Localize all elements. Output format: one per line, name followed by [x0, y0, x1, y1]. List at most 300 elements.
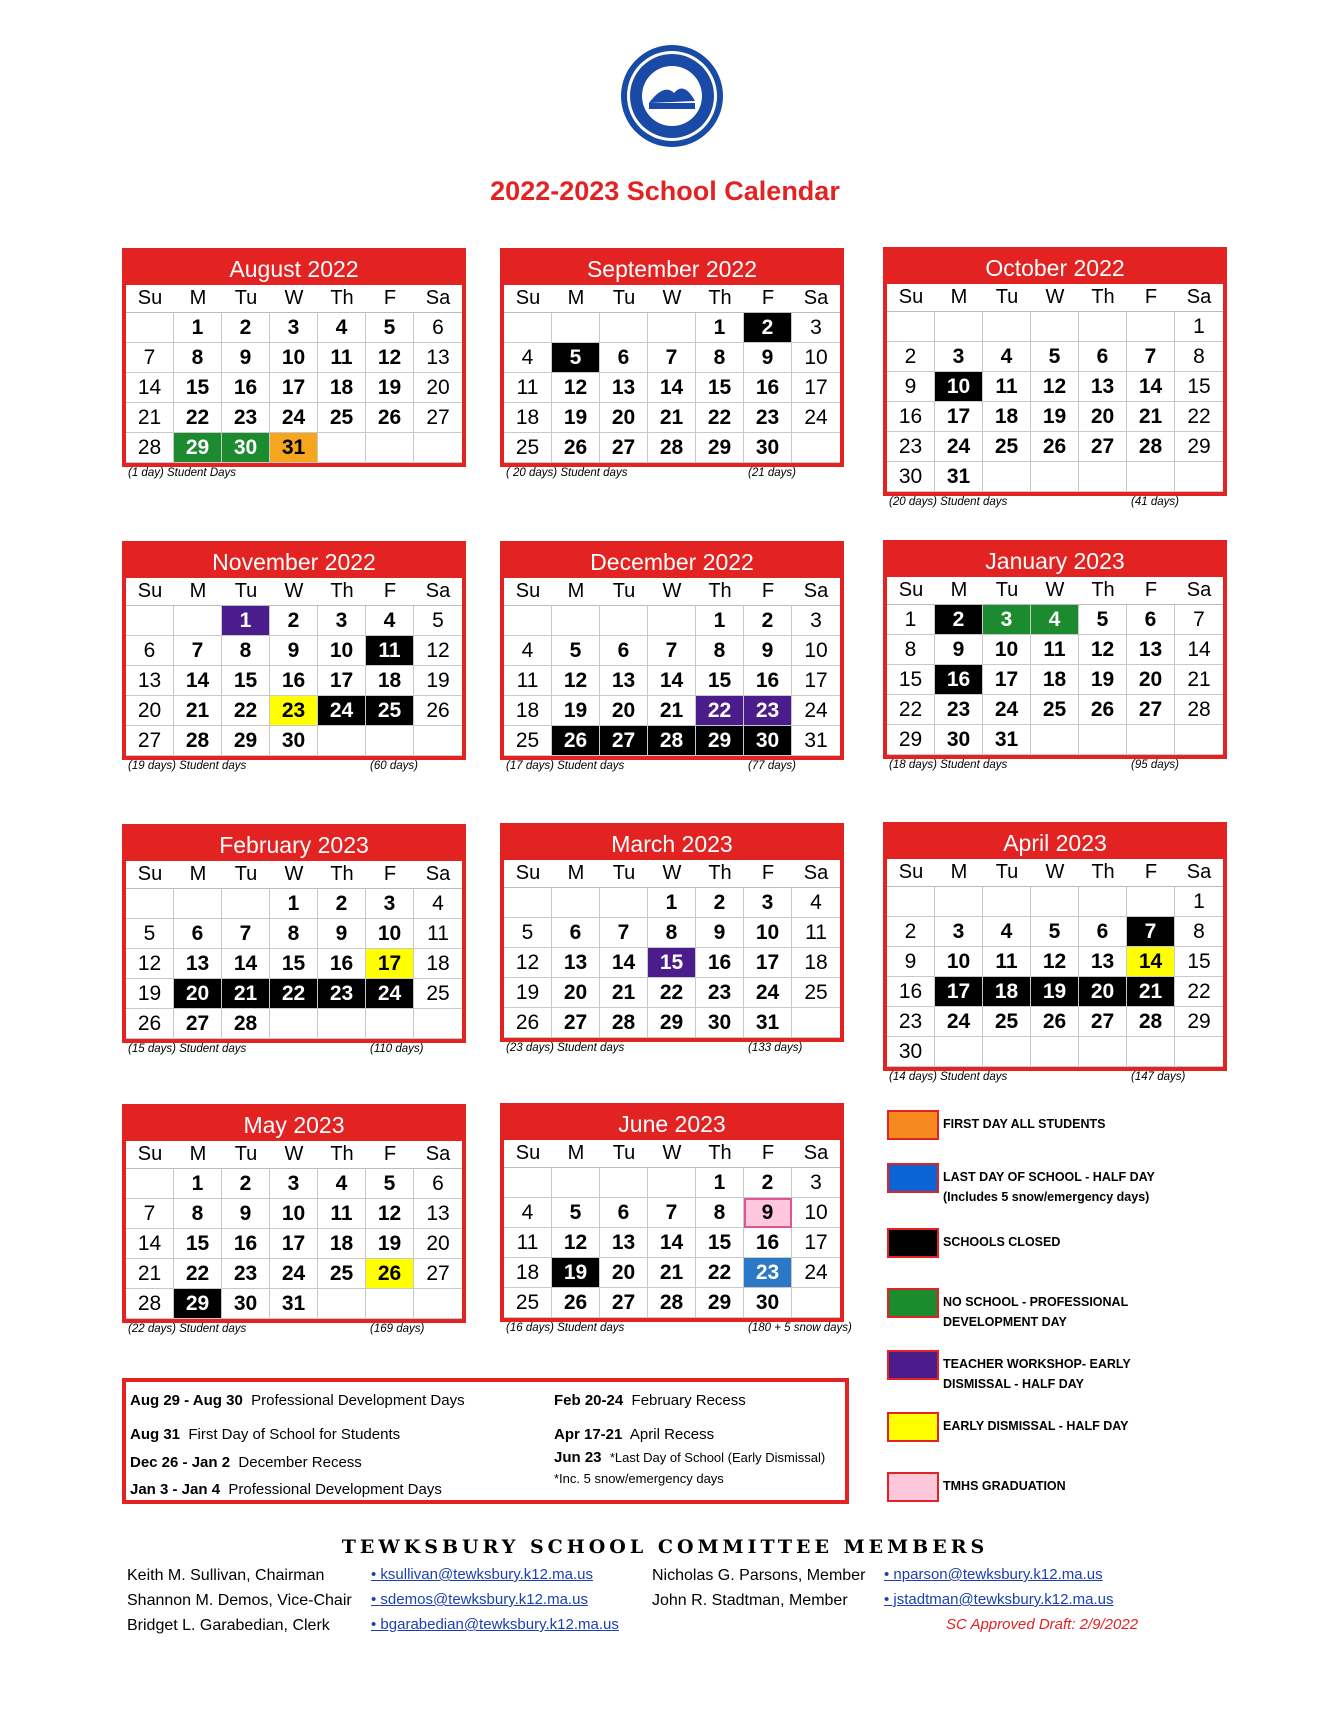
- day-cell: 28: [600, 1008, 648, 1038]
- day-cell: 15: [648, 948, 696, 978]
- empty-day-cell: [792, 433, 840, 463]
- day-cell: 18: [366, 666, 414, 696]
- month-cumulative-days: (180 + 5 snow days): [748, 1322, 852, 1334]
- empty-day-cell: [504, 1168, 552, 1198]
- day-cell: 30: [744, 1288, 792, 1318]
- weekday-header: W: [1031, 859, 1079, 887]
- day-cell: 8: [696, 1198, 744, 1228]
- day-cell: 15: [174, 1229, 222, 1259]
- empty-day-cell: [648, 313, 696, 343]
- empty-day-cell: [1079, 462, 1127, 492]
- day-cell: 8: [174, 343, 222, 373]
- weekday-header: Sa: [1175, 577, 1223, 605]
- month-grid: [126, 861, 462, 1039]
- month-header: September 2022: [504, 252, 840, 285]
- day-cell: 15: [1175, 372, 1223, 402]
- day-cell: 11: [983, 947, 1031, 977]
- empty-day-cell: [983, 462, 1031, 492]
- day-cell: 26: [366, 1259, 414, 1289]
- day-cell: 14: [648, 373, 696, 403]
- day-cell: 16: [222, 373, 270, 403]
- day-cell: 2: [318, 889, 366, 919]
- weekday-header: M: [174, 578, 222, 606]
- day-cell: 21: [126, 1259, 174, 1289]
- day-cell: 29: [696, 1288, 744, 1318]
- day-cell: 25: [1031, 695, 1079, 725]
- day-cell: 22: [887, 695, 935, 725]
- weekday-header: Th: [318, 861, 366, 889]
- empty-day-cell: [366, 726, 414, 756]
- empty-day-cell: [174, 606, 222, 636]
- weekday-header: F: [1127, 859, 1175, 887]
- day-cell: 30: [744, 726, 792, 756]
- day-cell: 28: [222, 1009, 270, 1039]
- weekday-header: M: [174, 285, 222, 313]
- empty-day-cell: [366, 433, 414, 463]
- day-cell: 3: [318, 606, 366, 636]
- day-cell: 16: [887, 402, 935, 432]
- month-calendar: [500, 248, 844, 467]
- day-cell: 2: [744, 1168, 792, 1198]
- month-grid: [887, 577, 1223, 755]
- day-cell: 1: [648, 888, 696, 918]
- day-cell: 6: [1079, 342, 1127, 372]
- day-cell: 22: [648, 978, 696, 1008]
- weekday-header: Su: [126, 1141, 174, 1169]
- month-cumulative-days: (41 days): [1131, 496, 1179, 508]
- month-header: March 2023: [504, 827, 840, 860]
- weekday-header: Th: [318, 285, 366, 313]
- day-cell: 12: [366, 343, 414, 373]
- day-cell: 25: [366, 696, 414, 726]
- day-cell: 6: [1127, 605, 1175, 635]
- weekday-header: F: [366, 285, 414, 313]
- empty-day-cell: [414, 433, 462, 463]
- day-cell: 2: [887, 342, 935, 372]
- day-cell: 11: [792, 918, 840, 948]
- empty-day-cell: [126, 606, 174, 636]
- key-date-row: Aug 29 - Aug 30 Professional Development Days: [130, 1392, 465, 1409]
- weekday-header: M: [935, 284, 983, 312]
- day-cell: 24: [270, 403, 318, 433]
- day-cell: 4: [504, 636, 552, 666]
- day-cell: 20: [552, 978, 600, 1008]
- member-name: Bridget L. Garabedian, Clerk: [127, 1617, 330, 1634]
- month-cumulative-days: (77 days): [748, 760, 796, 772]
- day-cell: 3: [792, 1168, 840, 1198]
- weekday-header: W: [270, 861, 318, 889]
- approved-note: SC Approved Draft: 2/9/2022: [946, 1616, 1139, 1633]
- day-cell: 5: [1079, 605, 1127, 635]
- weekday-header: M: [552, 285, 600, 313]
- weekday-header: F: [744, 285, 792, 313]
- day-cell: 26: [366, 403, 414, 433]
- day-cell: 16: [270, 666, 318, 696]
- member-email-link[interactable]: • nparson@tewksbury.k12.ma.us: [884, 1566, 1103, 1583]
- day-cell: 17: [270, 373, 318, 403]
- day-cell: 8: [696, 343, 744, 373]
- month-calendar: [122, 1104, 466, 1323]
- day-cell: 23: [696, 978, 744, 1008]
- day-cell: 9: [318, 919, 366, 949]
- day-cell: 26: [552, 433, 600, 463]
- weekday-header: Th: [696, 285, 744, 313]
- empty-day-cell: [1127, 312, 1175, 342]
- weekday-header: M: [935, 577, 983, 605]
- weekday-header: Tu: [222, 1141, 270, 1169]
- day-cell: 30: [744, 433, 792, 463]
- day-cell: 20: [600, 1258, 648, 1288]
- day-cell: 29: [696, 726, 744, 756]
- month-calendar: [122, 248, 466, 467]
- day-cell: 7: [126, 1199, 174, 1229]
- day-cell: 16: [222, 1229, 270, 1259]
- day-cell: 23: [744, 696, 792, 726]
- empty-day-cell: [887, 312, 935, 342]
- day-cell: 14: [648, 1228, 696, 1258]
- day-cell: 20: [174, 979, 222, 1009]
- day-cell: 18: [318, 1229, 366, 1259]
- empty-day-cell: [935, 887, 983, 917]
- day-cell: 19: [1031, 402, 1079, 432]
- day-cell: 23: [744, 403, 792, 433]
- day-cell: 13: [600, 666, 648, 696]
- day-cell: 16: [318, 949, 366, 979]
- empty-day-cell: [270, 1009, 318, 1039]
- day-cell: 23: [744, 1258, 792, 1288]
- day-cell: 21: [600, 978, 648, 1008]
- empty-day-cell: [1127, 887, 1175, 917]
- empty-day-cell: [1031, 462, 1079, 492]
- day-cell: 9: [696, 918, 744, 948]
- day-cell: 9: [744, 343, 792, 373]
- day-cell: 8: [222, 636, 270, 666]
- day-cell: 5: [1031, 917, 1079, 947]
- day-cell: 7: [1127, 342, 1175, 372]
- day-cell: 1: [174, 313, 222, 343]
- month-student-days: (1 day) Student Days: [128, 467, 237, 479]
- day-cell: 10: [792, 343, 840, 373]
- day-cell: 19: [414, 666, 462, 696]
- day-cell: 28: [1175, 695, 1223, 725]
- weekday-header: Su: [887, 284, 935, 312]
- day-cell: 26: [1031, 1007, 1079, 1037]
- day-cell: 26: [552, 726, 600, 756]
- day-cell: 2: [696, 888, 744, 918]
- day-cell: 13: [1079, 372, 1127, 402]
- key-date-row: Dec 26 - Jan 2 December Recess: [130, 1454, 362, 1471]
- empty-day-cell: [1175, 462, 1223, 492]
- day-cell: 18: [504, 1258, 552, 1288]
- day-cell: 25: [504, 1288, 552, 1318]
- key-date-row: Jun 23 *Last Day of School (Early Dismissal): [554, 1449, 826, 1466]
- day-cell: 9: [270, 636, 318, 666]
- day-cell: 11: [1031, 635, 1079, 665]
- day-cell: 23: [222, 1259, 270, 1289]
- weekday-header: M: [552, 860, 600, 888]
- legend-swatch: [887, 1412, 939, 1442]
- day-cell: 17: [935, 402, 983, 432]
- day-cell: 27: [600, 726, 648, 756]
- day-cell: 9: [887, 947, 935, 977]
- day-cell: 18: [1031, 665, 1079, 695]
- day-cell: 18: [792, 948, 840, 978]
- day-cell: 22: [222, 696, 270, 726]
- day-cell: 5: [414, 606, 462, 636]
- weekday-header: F: [1127, 284, 1175, 312]
- day-cell: 24: [935, 1007, 983, 1037]
- day-cell: 31: [983, 725, 1031, 755]
- day-cell: 22: [696, 696, 744, 726]
- weekday-header: Th: [696, 578, 744, 606]
- member-name: Nicholas G. Parsons, Member: [652, 1567, 866, 1584]
- day-cell: 31: [270, 433, 318, 463]
- day-cell: 19: [552, 403, 600, 433]
- day-cell: 15: [174, 373, 222, 403]
- day-cell: 18: [983, 977, 1031, 1007]
- day-cell: 19: [1079, 665, 1127, 695]
- day-cell: 12: [1079, 635, 1127, 665]
- day-cell: 5: [126, 919, 174, 949]
- member-email-link[interactable]: • jstadtman@tewksbury.k12.ma.us: [884, 1591, 1114, 1608]
- month-cumulative-days: (169 days): [370, 1323, 425, 1335]
- weekday-header: W: [648, 1140, 696, 1168]
- day-cell: 9: [887, 372, 935, 402]
- day-cell: 14: [648, 666, 696, 696]
- weekday-header: F: [1127, 577, 1175, 605]
- weekday-header: Sa: [792, 285, 840, 313]
- empty-day-cell: [126, 1169, 174, 1199]
- day-cell: 3: [270, 1169, 318, 1199]
- day-cell: 8: [648, 918, 696, 948]
- day-cell: 30: [222, 433, 270, 463]
- day-cell: 13: [414, 343, 462, 373]
- day-cell: 5: [552, 1198, 600, 1228]
- day-cell: 29: [174, 433, 222, 463]
- empty-day-cell: [552, 606, 600, 636]
- day-cell: 22: [270, 979, 318, 1009]
- day-cell: 5: [552, 343, 600, 373]
- empty-day-cell: [1079, 725, 1127, 755]
- day-cell: 25: [318, 403, 366, 433]
- empty-day-cell: [1127, 462, 1175, 492]
- day-cell: 21: [222, 979, 270, 1009]
- day-cell: 6: [600, 1198, 648, 1228]
- day-cell: 29: [696, 433, 744, 463]
- day-cell: 28: [648, 726, 696, 756]
- day-cell: 10: [983, 635, 1031, 665]
- weekday-header: Th: [1079, 859, 1127, 887]
- day-cell: 26: [552, 1288, 600, 1318]
- day-cell: 29: [222, 726, 270, 756]
- weekday-header: M: [174, 861, 222, 889]
- legend-swatch: [887, 1350, 939, 1380]
- weekday-header: W: [648, 285, 696, 313]
- weekday-header: Tu: [600, 860, 648, 888]
- day-cell: 21: [126, 403, 174, 433]
- weekday-header: Sa: [414, 861, 462, 889]
- key-date-row: Apr 17-21 April Recess: [554, 1426, 715, 1443]
- day-cell: 28: [1127, 1007, 1175, 1037]
- day-cell: 1: [696, 606, 744, 636]
- empty-day-cell: [983, 887, 1031, 917]
- day-cell: 3: [792, 606, 840, 636]
- day-cell: 1: [696, 1168, 744, 1198]
- weekday-header: M: [174, 1141, 222, 1169]
- day-cell: 22: [1175, 977, 1223, 1007]
- key-date-note: *Inc. 5 snow/emergency days: [554, 1471, 724, 1486]
- day-cell: 16: [744, 1228, 792, 1258]
- day-cell: 24: [983, 695, 1031, 725]
- day-cell: 12: [504, 948, 552, 978]
- day-cell: 13: [174, 949, 222, 979]
- day-cell: 7: [174, 636, 222, 666]
- day-cell: 15: [696, 373, 744, 403]
- day-cell: 17: [935, 977, 983, 1007]
- day-cell: 2: [744, 606, 792, 636]
- day-cell: 26: [414, 696, 462, 726]
- empty-day-cell: [983, 1037, 1031, 1067]
- day-cell: 27: [552, 1008, 600, 1038]
- day-cell: 10: [318, 636, 366, 666]
- member-email-link[interactable]: • sdemos@tewksbury.k12.ma.us: [371, 1591, 588, 1608]
- empty-day-cell: [366, 1289, 414, 1319]
- day-cell: 4: [504, 343, 552, 373]
- empty-day-cell: [1079, 1037, 1127, 1067]
- day-cell: 27: [1079, 432, 1127, 462]
- day-cell: 1: [887, 605, 935, 635]
- weekday-header: Th: [1079, 577, 1127, 605]
- day-cell: 2: [935, 605, 983, 635]
- day-cell: 3: [744, 888, 792, 918]
- day-cell: 24: [744, 978, 792, 1008]
- month-student-days: (16 days) Student days: [506, 1322, 625, 1334]
- day-cell: 23: [935, 695, 983, 725]
- day-cell: 27: [414, 1259, 462, 1289]
- month-student-days: (22 days) Student days: [128, 1323, 247, 1335]
- day-cell: 14: [126, 373, 174, 403]
- day-cell: 3: [792, 313, 840, 343]
- month-calendar: [500, 541, 844, 760]
- day-cell: 23: [318, 979, 366, 1009]
- day-cell: 3: [983, 605, 1031, 635]
- day-cell: 4: [318, 1169, 366, 1199]
- legend-swatch: [887, 1228, 939, 1258]
- day-cell: 15: [696, 666, 744, 696]
- day-cell: 19: [552, 1258, 600, 1288]
- day-cell: 15: [270, 949, 318, 979]
- empty-day-cell: [600, 1168, 648, 1198]
- member-email-link[interactable]: • ksullivan@tewksbury.k12.ma.us: [371, 1566, 593, 1583]
- weekday-header: Sa: [1175, 284, 1223, 312]
- weekday-header: F: [366, 1141, 414, 1169]
- day-cell: 5: [366, 1169, 414, 1199]
- day-cell: 15: [696, 1228, 744, 1258]
- empty-day-cell: [222, 889, 270, 919]
- day-cell: 3: [935, 342, 983, 372]
- page-title: 2022-2023 School Calendar: [490, 176, 840, 206]
- month-student-days: (15 days) Student days: [128, 1043, 247, 1055]
- day-cell: 26: [1031, 432, 1079, 462]
- weekday-header: Su: [504, 578, 552, 606]
- day-cell: 15: [887, 665, 935, 695]
- empty-day-cell: [792, 1288, 840, 1318]
- month-grid: [887, 284, 1223, 492]
- day-cell: 30: [887, 462, 935, 492]
- day-cell: 16: [935, 665, 983, 695]
- day-cell: 12: [552, 666, 600, 696]
- month-cumulative-days: (110 days): [370, 1043, 424, 1055]
- day-cell: 6: [174, 919, 222, 949]
- day-cell: 24: [792, 696, 840, 726]
- day-cell: 8: [270, 919, 318, 949]
- empty-day-cell: [1127, 725, 1175, 755]
- day-cell: 17: [792, 373, 840, 403]
- day-cell: 22: [174, 403, 222, 433]
- month-student-days: ( 20 days) Student days: [506, 467, 628, 479]
- day-cell: 4: [504, 1198, 552, 1228]
- day-cell: 8: [1175, 342, 1223, 372]
- day-cell: 7: [600, 918, 648, 948]
- member-email-link[interactable]: • bgarabedian@tewksbury.k12.ma.us: [371, 1616, 619, 1633]
- empty-day-cell: [552, 888, 600, 918]
- day-cell: 28: [174, 726, 222, 756]
- member-name: Shannon M. Demos, Vice-Chair: [127, 1592, 352, 1609]
- day-cell: 28: [648, 433, 696, 463]
- day-cell: 21: [1127, 977, 1175, 1007]
- day-cell: 22: [696, 1258, 744, 1288]
- weekday-header: M: [935, 859, 983, 887]
- day-cell: 7: [126, 343, 174, 373]
- month-header: February 2023: [126, 828, 462, 861]
- day-cell: 1: [270, 889, 318, 919]
- day-cell: 29: [1175, 1007, 1223, 1037]
- key-date-row: Feb 20-24 February Recess: [554, 1392, 746, 1409]
- month-grid: [504, 578, 840, 756]
- empty-day-cell: [126, 889, 174, 919]
- month-header: August 2022: [126, 252, 462, 285]
- day-cell: 5: [366, 313, 414, 343]
- day-cell: 26: [1079, 695, 1127, 725]
- weekday-header: Th: [1079, 284, 1127, 312]
- day-cell: 24: [366, 979, 414, 1009]
- day-cell: 6: [552, 918, 600, 948]
- day-cell: 1: [222, 606, 270, 636]
- day-cell: 31: [744, 1008, 792, 1038]
- day-cell: 9: [744, 1198, 792, 1228]
- weekday-header: W: [270, 1141, 318, 1169]
- day-cell: 2: [222, 313, 270, 343]
- day-cell: 23: [270, 696, 318, 726]
- day-cell: 16: [887, 977, 935, 1007]
- day-cell: 19: [552, 696, 600, 726]
- day-cell: 2: [270, 606, 318, 636]
- day-cell: 11: [504, 666, 552, 696]
- day-cell: 6: [600, 636, 648, 666]
- empty-day-cell: [414, 1289, 462, 1319]
- day-cell: 5: [504, 918, 552, 948]
- month-cumulative-days: (147 days): [1131, 1071, 1186, 1083]
- day-cell: 10: [366, 919, 414, 949]
- day-cell: 7: [648, 1198, 696, 1228]
- empty-day-cell: [648, 606, 696, 636]
- day-cell: 6: [1079, 917, 1127, 947]
- day-cell: 17: [270, 1229, 318, 1259]
- day-cell: 12: [552, 373, 600, 403]
- empty-day-cell: [318, 726, 366, 756]
- day-cell: 28: [126, 433, 174, 463]
- day-cell: 13: [126, 666, 174, 696]
